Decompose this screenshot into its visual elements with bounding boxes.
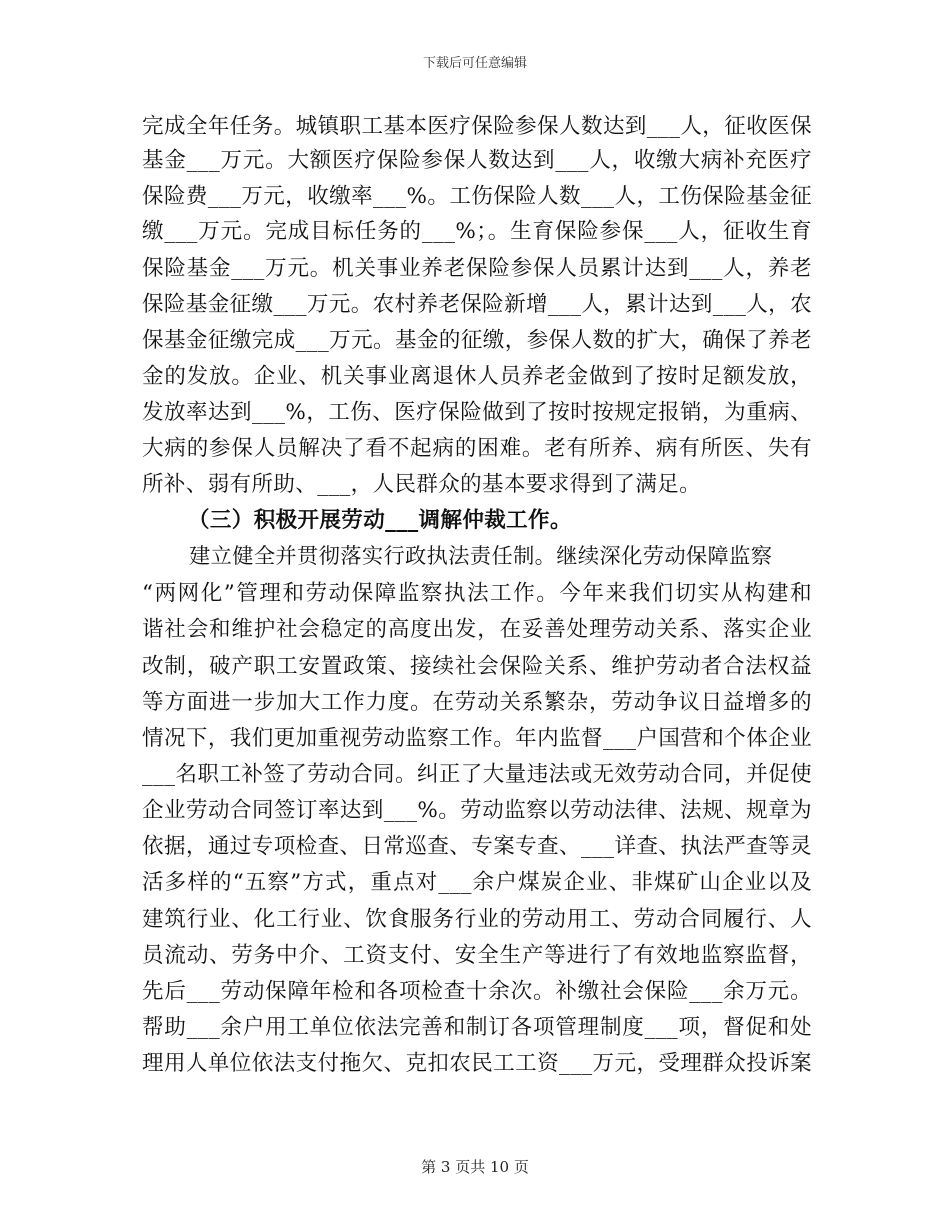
body-line: 建筑行业、化工行业、饮食服务行业的劳动用工、劳动合同履行、人 (142, 907, 812, 932)
page-footer: 第 3 页共 10 页 (421, 1158, 529, 1176)
body-line: 活多样的“五察”方式，重点对___余户煤炭企业、非煤矿山企业以及 (142, 870, 812, 895)
body-line: 情况下，我们更加重视劳动监察工作。年内监督___户国营和个体企业 (142, 726, 812, 751)
body-line: 保险基金征缴___万元。农村养老保险新增___人，累计达到___人，农 (142, 292, 812, 317)
body-line: 缴___万元。完成目标任务的___%；。生育保险参保___人，征收生育 (142, 219, 812, 244)
page-header: 下载后可任意编辑 (422, 56, 527, 71)
body-line: 所补、弱有所助、___，人民群众的基本要求得到了满足。 (142, 472, 702, 497)
body-line: 大病的参保人员解决了看不起病的困难。老有所养、病有所医、失有 (142, 436, 812, 461)
body-line: 建立健全并贯彻落实行政执法责任制。继续深化劳动保障监察 (189, 544, 772, 569)
body-line: 保险基金___万元。机关事业养老保险参保人员累计达到___人，养老 (142, 256, 812, 281)
body-line: 保基金征缴完成___万元。基金的征缴，参保人数的扩大，确保了养老 (142, 328, 812, 353)
body-line: 完成全年任务。城镇职工基本医疗保险参保人数达到___人，征收医保 (142, 114, 812, 139)
section-heading: （三）积极开展劳动___调解仲裁工作。 (188, 508, 572, 533)
body-line: 依据，通过专项检查、日常巡查、专案专查、___详查、执法严查等灵 (142, 834, 812, 859)
body-line: 等方面进一步加大工作力度。在劳动关系繁杂，劳动争议日益增多的 (142, 690, 812, 715)
body-line: 帮助___余户用工单位依法完善和制订各项管理制度___项，督促和处 (142, 1015, 812, 1040)
body-line: 基金___万元。大额医疗保险参保人数达到___人，收缴大病补充医疗 (142, 148, 812, 173)
body-line: 金的发放。企业、机关事业离退休人员养老金做到了按时足额发放， (142, 364, 812, 389)
body-line: ___名职工补签了劳动合同。纠正了大量违法或无效劳动合同，并促使 (142, 762, 812, 787)
body-line: 谐社会和维护社会稳定的高度出发，在妥善处理劳动关系、落实企业 (142, 617, 812, 642)
body-line: 理用人单位依法支付拖欠、克扣农民工工资___万元，受理群众投诉案 (142, 1051, 812, 1076)
body-line: 企业劳动合同签订率达到___%。劳动监察以劳动法律、法规、规章为 (142, 798, 812, 823)
body-line: 改制，破产职工安置政策、接续社会保险关系、维护劳动者合法权益 (142, 654, 812, 679)
body-line: “两网化”管理和劳动保障监察执法工作。今年来我们切实从构建和 (142, 581, 812, 606)
body-line: 保险费___万元，收缴率___%。工伤保险人数___人，工伤保险基金征 (142, 184, 812, 209)
body-line: 先后___劳动保障年检和各项检查十余次。补缴社会保险___余万元。 (142, 979, 812, 1004)
body-line: 发放率达到___%，工伤、医疗保险做到了按时按规定报销，为重病、 (142, 400, 812, 425)
body-line: 员流动、劳务中介、工资支付、安全生产等进行了有效地监察监督， (142, 943, 812, 968)
